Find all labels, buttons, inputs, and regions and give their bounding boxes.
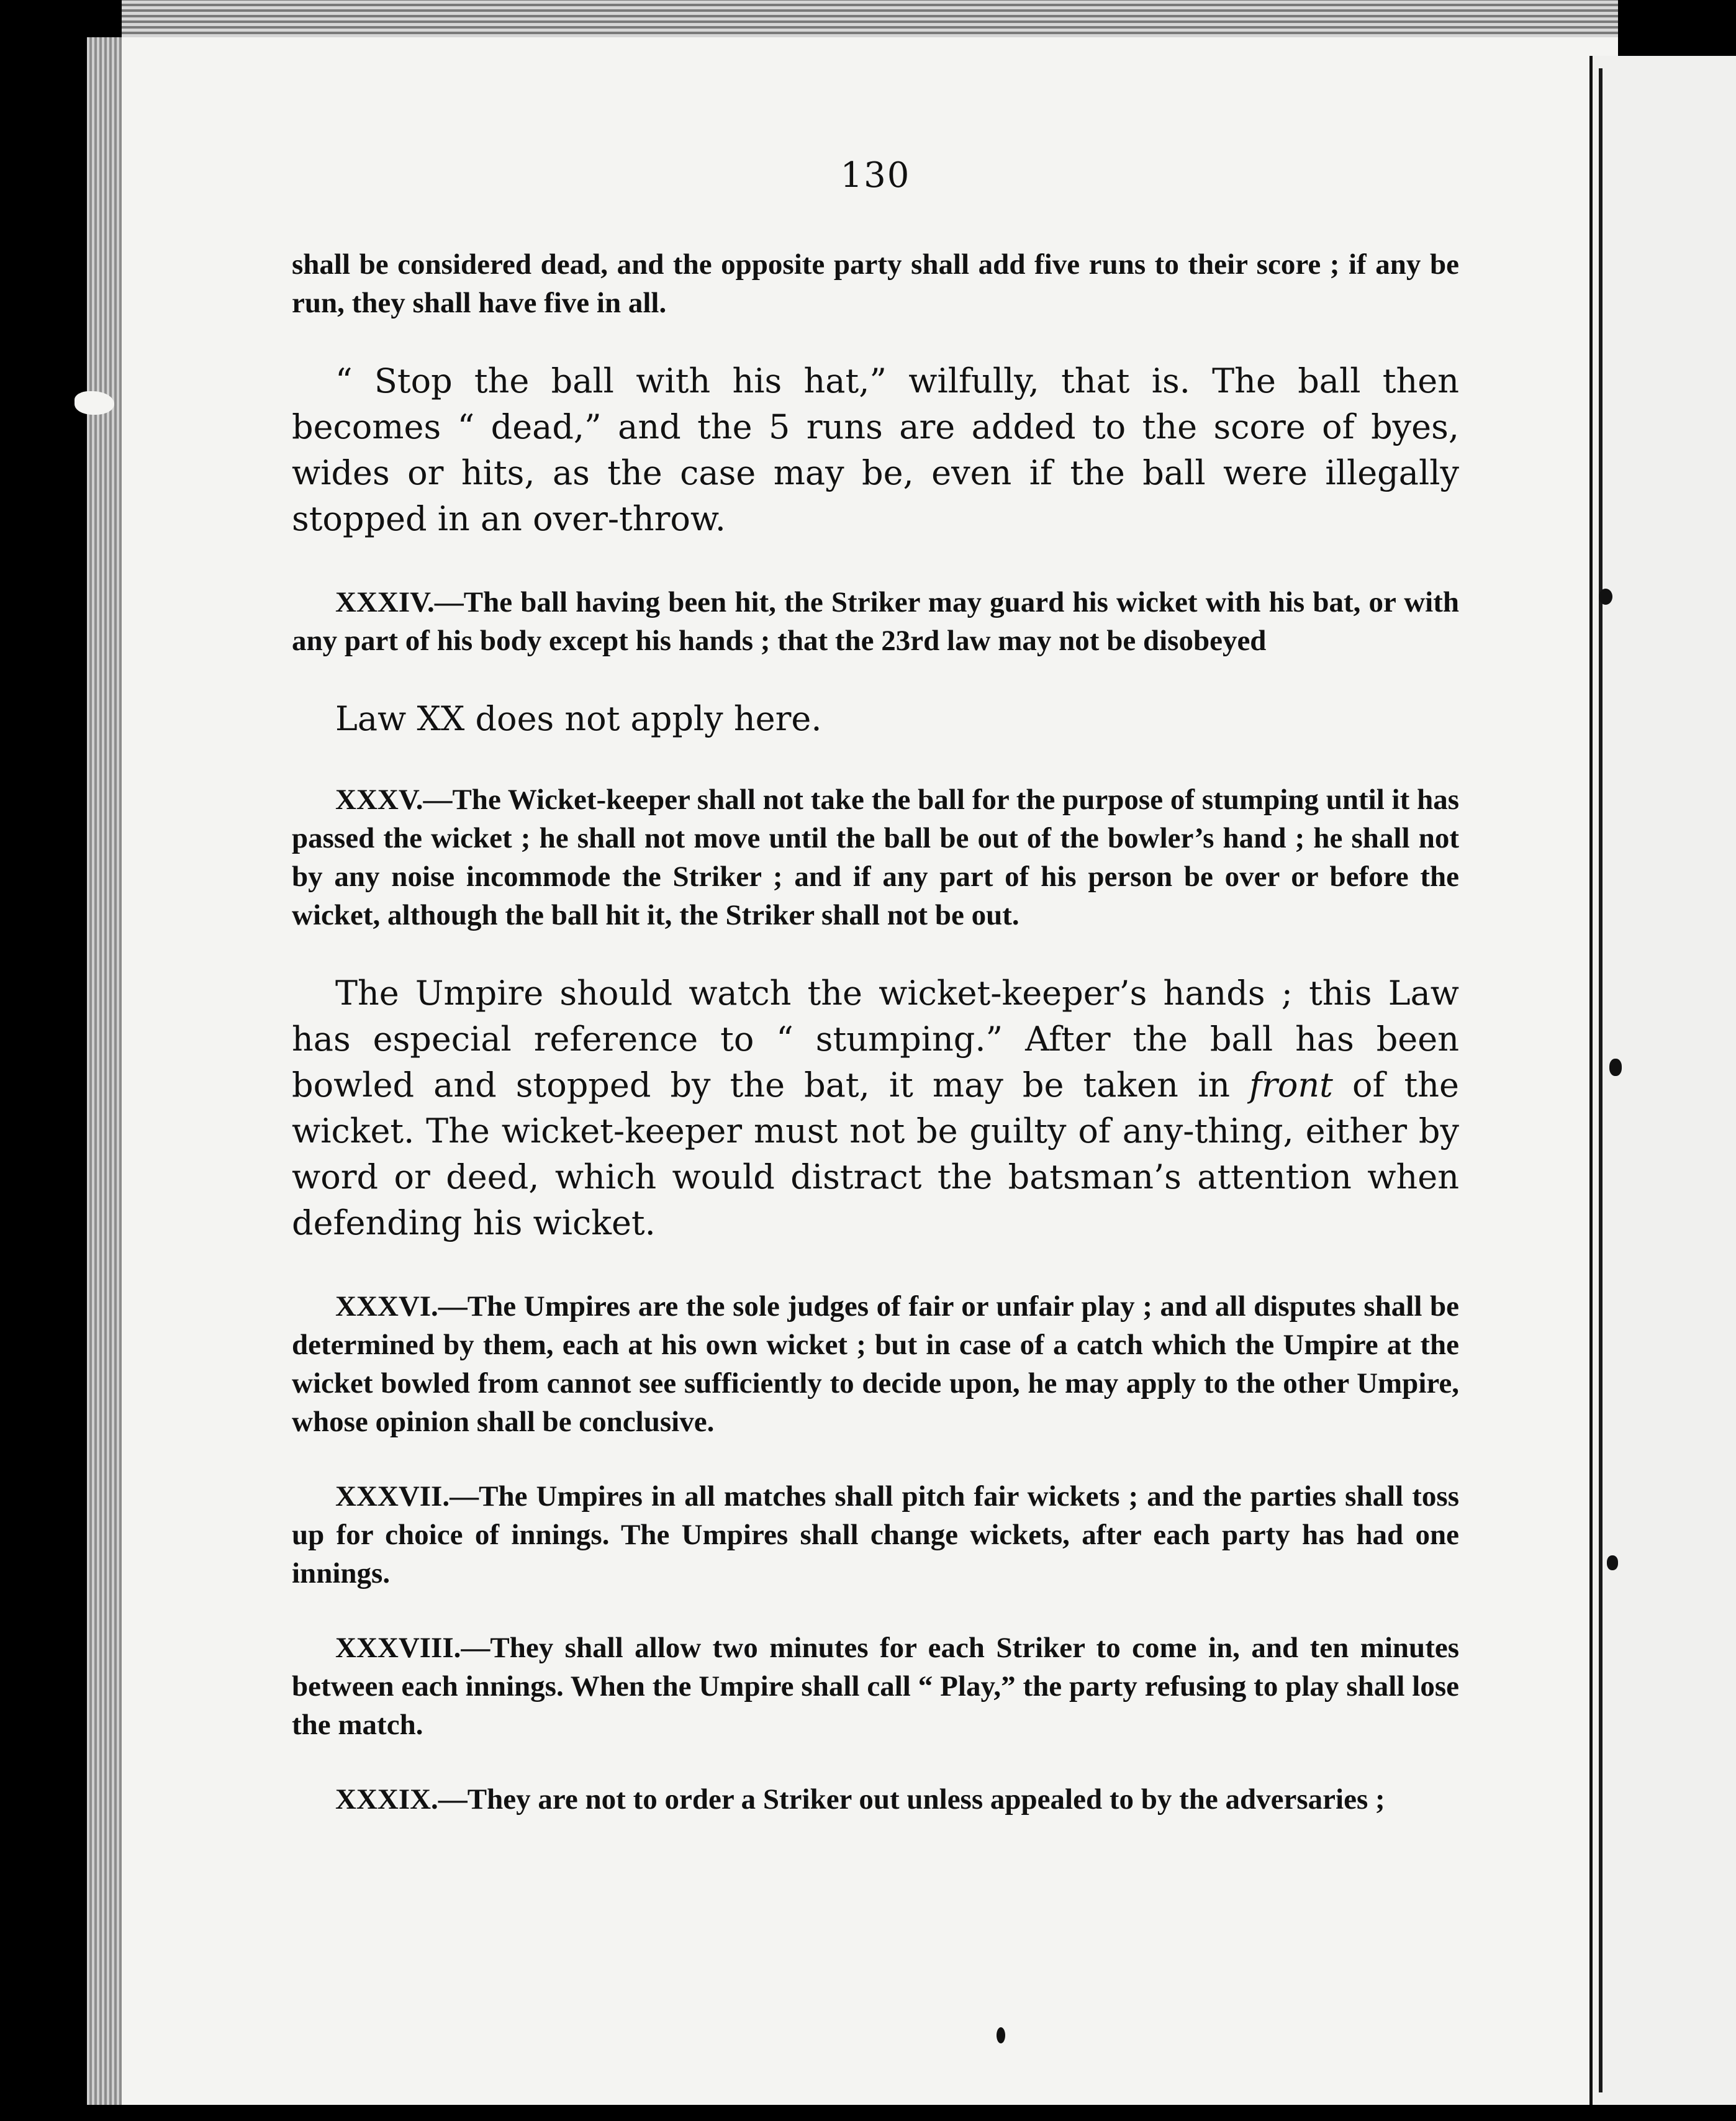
law-text-xxxix: XXXIX.—They are not to order a Striker out unless appealed to by the adversaries ; xyxy=(335,1783,1385,1816)
page-content xyxy=(292,155,1459,1819)
paper-speck xyxy=(1607,1555,1618,1570)
law-paragraph-xxxix xyxy=(292,1780,1459,1819)
law-text-xxxvii: XXXVII.—The Umpires in all matches shall pitch fair wickets ; and the parties shall toss up for choice of innings. The Umpires shall change wickets, after each party has had one innings. xyxy=(292,1480,1459,1590)
paper-tear xyxy=(75,391,114,415)
facing-page-edge xyxy=(1589,56,1736,2105)
commentary-text-part-2: of the wicket. The wicket-keeper must not be guilty of any-thing, either by word or deed, which would distract the batsman’s attention when defending his wicket. xyxy=(292,1065,1459,1242)
paper-speck xyxy=(1609,1059,1622,1076)
gutter-line xyxy=(1599,68,1603,2092)
commentary-law-xx: Law XX does not apply here. xyxy=(335,699,822,738)
paper-speck xyxy=(1599,589,1612,605)
commentary-umpire-watch xyxy=(292,970,1459,1246)
page-stack-edge xyxy=(87,37,122,2105)
commentary-stop-ball: “ Stop the ball with his hat,” wilfully, that is. The ball then becomes “ dead,” and the 5 runs are added to the score of byes, wides or hits, as the case may be, even if the ball were illegally stopped in an over-throw. xyxy=(292,361,1459,538)
law-paragraph-xxxv xyxy=(292,780,1459,934)
page-number: 130 xyxy=(840,155,911,196)
law-text-xxxviii: XXXVIII.—They shall allow two minutes for each Striker to come in, and ten minutes between each innings. When the Umpire shall call “ Play,” the party refusing to play shall lose the match. xyxy=(292,1632,1459,1741)
law-paragraph-xxxvi xyxy=(292,1287,1459,1441)
law-paragraph-xxxiii-continued: shall be considered dead, and the opposite party shall add five runs to their score ; if any be run, they shall have five in all. xyxy=(292,248,1459,319)
page-top-edge xyxy=(122,0,1618,37)
law-text-xxxv: XXXV.—The Wicket-keeper shall not take the ball for the purpose of stumping until it has passed the wicket ; he shall not move until the ball be out of the bowler’s hand ; he shall not by any noise incommode the Striker ; and if any part of his person be over or before the wicket, although the ball hit it, the Striker shall not be out. xyxy=(292,784,1459,931)
law-text-xxxvi: XXXVI.—The Umpires are the sole judges of fair or unfair play ; and all disputes shall be determined by them, each at his own wicket ; but in case of a catch which the Umpire at the wicket bowled from cannot see sufficiently to decide upon, he may apply to the other Umpire, whose opinion shall be conclusive. xyxy=(292,1290,1459,1438)
law-paragraph-xxxvii xyxy=(292,1477,1459,1593)
commentary-text-part-1: The Umpire should watch the wicket-keeper’s hands ; this Law has especial reference to “ stumping.” After the ball has been bowled and stopped by the bat, it may be taken in xyxy=(292,974,1459,1105)
paper-speck xyxy=(997,2027,1005,2043)
commentary-front-word: front xyxy=(1249,1065,1333,1105)
law-paragraph-xxxviii xyxy=(292,1629,1459,1744)
law-text-xxxiv: XXXIV.—The ball having been hit, the Striker may guard his wicket with his bat, or with any part of his body except his hands ; that the 23rd law may not be disobeyed xyxy=(292,586,1459,657)
law-paragraph-xxxiv xyxy=(292,583,1459,660)
